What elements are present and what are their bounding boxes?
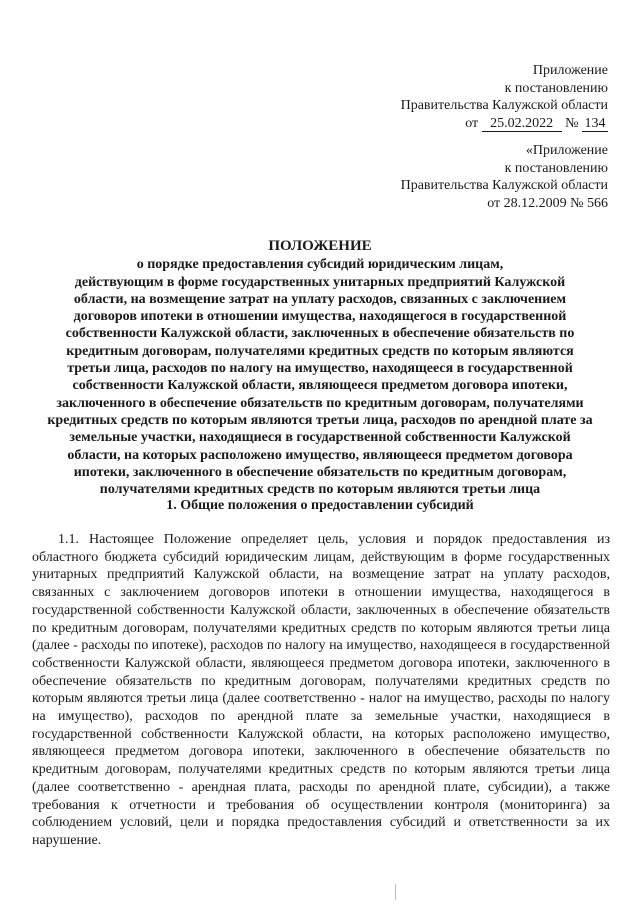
section-body — [32, 531, 610, 850]
appendix-number: 134 — [582, 117, 608, 132]
original-appendix-line: к постановлению — [504, 160, 608, 176]
title-line: получателями кредитных средств по которым являются третьи лица — [99, 482, 541, 498]
appendix-header — [401, 62, 608, 132]
title-line: области, на которых расположено имущество, являющееся предметом договора — [67, 447, 573, 463]
appendix-date-line — [401, 115, 608, 133]
title-heading: ПОЛОЖЕНИЕ — [268, 238, 372, 254]
appendix-line: Правительства Калужской области — [400, 98, 608, 114]
paragraph-1-1: 1.1. Настоящее Положение определяет цель, условия и порядок предоставления из областного бюджета субсидий юридическим лицам, действующим в форме государственных унитарных предприятий Калужской области, на возмещение затрат на уплату расходов, связанных с заключением договоров ипотеки в отношении имущества, находящегося в государственной собственности Калужской области, заключенных в обеспечение обязательств по кредитным договорам, получателями кредитных средств по которым являются третьи лица (далее - расходы по ипотеке), расходов по налогу на имущество, находящееся в государственной собственности Калужской области, являющееся предметом договора ипотеки, заключенного в обеспечение обязательств по кредитным договорам, получателями кредитных средств по которым являются третьи лица (далее соответственно - налог на имущество, расходы по налогу на имущество), расходов по арендной плате за земельные участки, находящиеся в государственной собственности Калужской области, на которых расположено имущество, являющееся предметом договора ипотеки, заключенного в обеспечение обязательств по кредитным договорам, получателями кредитных средств по которым являются третьи лица (далее соответственно - арендная плата, расходы по арендной плате, субсидии), а также требования к отчетности и требования об осуществлении контроля (мониторинга) за соблюдением условий, цели и порядка предоставления субсидий и ответственности за их нарушение. — [32, 532, 610, 848]
number-label: № — [565, 115, 579, 131]
title-line: области, на возмещение затрат на уплату расходов, связанных с заключением — [73, 291, 567, 307]
original-appendix-line: Правительства Калужской области — [400, 178, 608, 194]
date-prefix: от — [465, 115, 479, 131]
document-title — [32, 238, 608, 498]
title-line: кредитным договорам, получателями кредитных средств по которым являются — [66, 343, 574, 359]
title-line: действующим в форме государственных унитарных предприятий Калужской — [74, 274, 566, 290]
original-appendix-line: «Приложение — [525, 143, 608, 158]
title-line: заключенного в обеспечение обязательств по кредитным договорам, получателями — [56, 395, 584, 411]
page-edge-mark — [395, 884, 404, 900]
appendix-line: Приложение — [532, 63, 608, 78]
title-line: собственности Калужской области, заключенных в обеспечение обязательств по — [65, 326, 575, 342]
title-line: договоров ипотеки в отношении имущества, находящегося в государственной — [73, 309, 567, 325]
appendix-date: 25.02.2022 — [482, 117, 562, 132]
title-line: земельные участки, находящиеся в государственной собственности Калужской — [69, 430, 571, 446]
title-line: ипотеки, заключенного в обеспечение обязательств по кредитным договорам, — [73, 464, 567, 480]
title-line: кредитных средств по которым являются третьи лица, расходов по арендной плате за — [47, 412, 593, 428]
title-line: собственности Калужской области, являющееся предметом договора ипотеки, — [72, 378, 568, 394]
original-appendix-line: от 28.12.2009 № 566 — [487, 195, 608, 211]
title-line: о порядке предоставления субсидий юридическим лицам, — [136, 257, 504, 273]
appendix-line: к постановлению — [504, 80, 608, 96]
original-appendix — [401, 142, 608, 212]
section-heading: 1. Общие положения о предоставлении субсидий — [166, 498, 474, 513]
title-line: третьи лица, расходов по налогу на имущество, находящееся в государственной — [67, 361, 573, 377]
